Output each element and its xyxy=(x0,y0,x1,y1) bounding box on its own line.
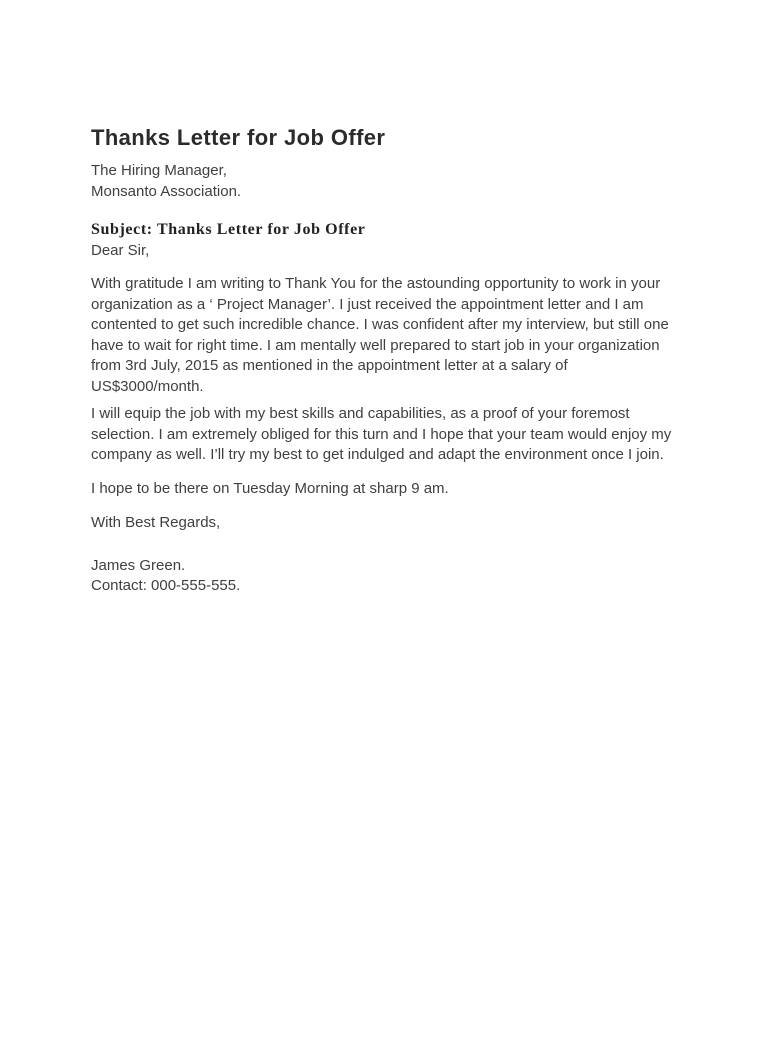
subject-block xyxy=(91,220,681,261)
recipient-line-2: Monsanto Association. xyxy=(91,182,242,200)
closing: With Best Regards, xyxy=(91,514,221,531)
body-paragraph-2: I will equip the job with my best skills and capabilities, as a proof of your foremost selection. I am extremely obliged for this turn and I hope that your team would enjoy my company as well. I’ll try my best to get indulged and adapt the environment once I join. xyxy=(91,405,672,463)
subject-line: Subject: Thanks Letter for Job Offer xyxy=(91,221,366,238)
body-paragraph-3: I hope to be there on Tuesday Morning at sharp 9 am. xyxy=(91,479,449,497)
letter-title: Thanks Letter for Job Offer xyxy=(91,125,386,150)
salutation: Dear Sir, xyxy=(91,241,150,259)
signature-name: James Green. xyxy=(91,556,186,574)
letter-document xyxy=(91,126,681,597)
recipient-block xyxy=(91,161,681,202)
body-paragraph-1: With gratitude I am writing to Thank You for the astounding opportunity to work in your organization as a ‘ Project Manager’. I just received the appointment letter and I am contented to get such incredible chance. I was confident after my interview, but still one have to wait for right time. I am mentally well prepared to start job in your organization from 3rd July, 2015 as mentioned in the appointment letter at a salary of US$3000/month. xyxy=(91,275,669,395)
signature-contact: Contact: 000-555-555. xyxy=(91,577,241,594)
recipient-line-1: The Hiring Manager, xyxy=(91,162,227,179)
signature-block xyxy=(91,556,681,597)
